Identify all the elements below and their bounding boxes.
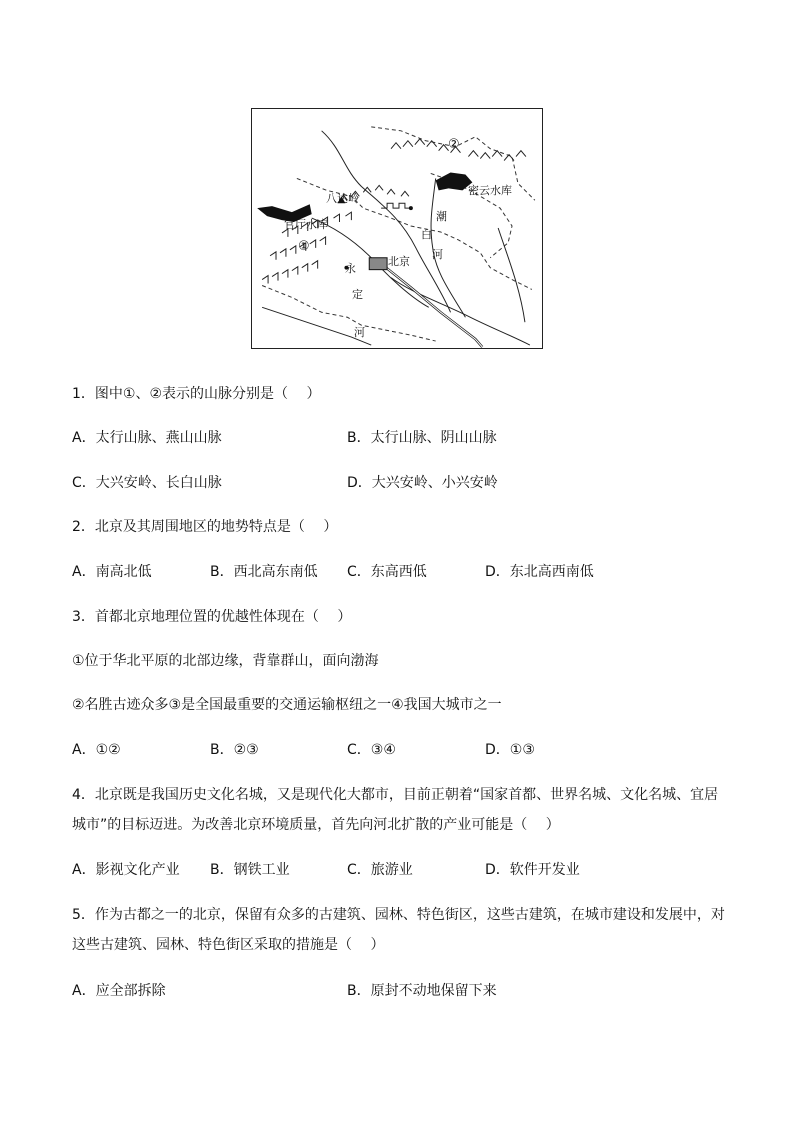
question-4-stem-line-2: 城市”的目标迈进。为改善北京环境质量，首先向河北扩散的产业可能是（ ） [72,817,560,833]
question-1-option-d: D．大兴安岭、小兴安岭 [347,475,498,491]
question-3-statement-2: ②名胜古迹众多③是全国最重要的交通运输枢纽之一④我国大城市之一 [72,697,502,713]
map-label-bai: 白 [421,228,432,241]
map-label-he2: 河 [354,326,365,339]
question-2-option-d: D．东北高西南低 [485,564,594,580]
question-5-option-a: A．应全部拆除 [72,983,166,999]
map-label-yong: 永 [345,262,356,275]
river-line [498,228,525,322]
question-3-statement-1: ①位于华北平原的北部边缘，背靠群山，面向渤海 [72,653,379,669]
question-1-option-c: C．大兴安岭、长白山脉 [72,475,222,491]
map-label-circle1: ① [298,239,310,254]
beijing-city-marker [369,258,387,270]
question-3-option-d: D．①③ [485,742,535,758]
town-marker [409,206,413,210]
question-5-stem-line-1: 5．作为古都之一的北京，保留有众多的古建筑、园林、特色街区，这些古建筑，在城市建设和发展中，对 [72,907,725,923]
question-2-option-b: B．西北高东南低 [210,564,318,580]
question-5-stem-line-2: 这些古建筑、园林、特色街区采取的措施是（ ） [72,937,385,953]
beijing-map-figure [251,108,543,349]
map-label-ding: 定 [352,288,363,301]
map-label-badaling: 八达岭 [326,192,359,205]
question-3-option-a: A．①② [72,742,121,758]
question-4-option-c: C．旅游业 [347,862,413,878]
map-label-beijing: 北京 [388,255,410,268]
map-label-guanting: 官厅水库 [284,218,328,231]
question-4-stem-line-1: 4．北京既是我国历史文化名城，又是现代化大都市，目前正朝着“国家首都、世界名城、文化名城、宜居 [72,787,719,803]
map-label-circle2: ② [448,137,460,152]
map-label-miyun: 密云水库 [468,184,512,197]
question-4-option-a: A．影视文化产业 [72,862,180,878]
miyun-reservoir [436,172,473,190]
question-1-option-b: B．太行山脉、阴山山脉 [347,430,497,446]
question-3-option-c: C．③④ [347,742,396,758]
question-4-option-b: B．钢铁工业 [210,862,290,878]
question-3-stem: 3．首都北京地理位置的优越性体现在（ ） [72,609,352,625]
railway-line [386,268,482,347]
question-2-option-c: C．东高西低 [347,564,427,580]
question-4-option-d: D．软件开发业 [485,862,580,878]
question-2-option-a: A．南高北低 [72,564,152,580]
map-label-he1: 河 [432,248,443,261]
boundary-dashed-line [262,286,436,342]
question-5-option-b: B．原封不动地保留下来 [347,983,497,999]
map-label-chao: 潮 [436,210,447,223]
question-3-option-b: B．②③ [210,742,259,758]
question-1-stem: 1．图中①、②表示的山脉分别是（ ） [72,386,321,402]
question-2-stem: 2．北京及其周围地区的地势特点是（ ） [72,519,338,535]
question-1-option-a: A．太行山脉、燕山山脉 [72,430,222,446]
